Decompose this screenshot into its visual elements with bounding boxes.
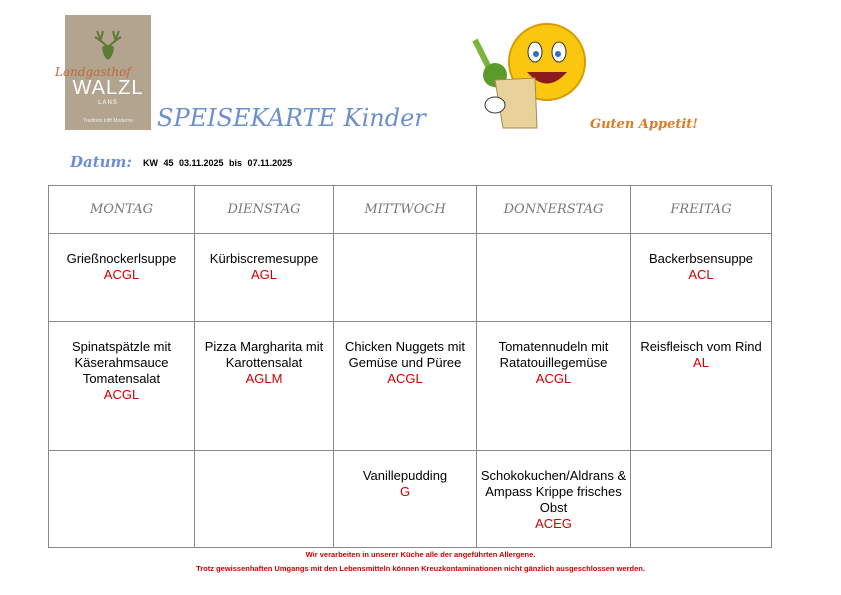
- stag-icon: [93, 27, 123, 61]
- contamination-note: Trotz gewissenhaften Umgangs mit den Lebensmitteln können Kreuzkontaminationen nicht gänzlich ausgeschlossen werden.: [196, 564, 645, 573]
- day-header: DIENSTAG: [195, 186, 334, 234]
- allergen-codes: AGLM: [245, 371, 283, 386]
- dish-name: Kürbiscremesuppe: [209, 251, 319, 266]
- smiley-grocery-icon: [465, 20, 595, 130]
- menu-cell: [334, 234, 477, 322]
- day-header: DONNERSTAG: [477, 186, 631, 234]
- allergen-codes: ACL: [688, 267, 714, 282]
- allergen-codes: AGL: [250, 267, 277, 282]
- menu-cell: [195, 234, 334, 322]
- day-header: FREITAG: [631, 186, 772, 234]
- menu-cell: [49, 322, 195, 451]
- menu-cell: [631, 451, 772, 548]
- allergen-codes: AL: [693, 355, 709, 370]
- day-header: MONTAG: [49, 186, 195, 234]
- dish-name: Tomatennudeln mit Ratatouillegemüse: [498, 339, 609, 370]
- page-title: SPEISEKARTE Kinder: [157, 104, 426, 132]
- allergen-codes: ACEG: [535, 516, 572, 531]
- dessert-row: [49, 451, 772, 548]
- menu-cell: [195, 451, 334, 548]
- dish-name: Chicken Nuggets mit Gemüse und Püree: [345, 339, 465, 370]
- allergen-codes: ACGL: [387, 371, 423, 386]
- allergen-codes: ACGL: [103, 267, 140, 282]
- menu-cell: [631, 234, 772, 322]
- menu-cell: [49, 451, 195, 548]
- menu-cell: [477, 234, 631, 322]
- menu-cell: [195, 322, 334, 451]
- menu-cell: [631, 322, 772, 451]
- dish-name: Pizza Margharita mit Karottensalat: [204, 339, 324, 370]
- dish-name: Spinatspätzle mit Käserahmsauce Tomatensalat: [72, 339, 171, 386]
- menu-cell: [334, 451, 477, 548]
- dish-name: Backerbsensuppe: [648, 251, 754, 266]
- allergen-codes: ACGL: [535, 371, 572, 386]
- logo-place: LANS: [98, 100, 118, 106]
- dish-name: Grießnockerlsuppe: [66, 251, 177, 266]
- menu-cell: [49, 234, 195, 322]
- menu-cell: [477, 322, 631, 451]
- dish-name: Reisfleisch vom Rind: [640, 339, 762, 354]
- logo: [55, 15, 151, 130]
- menu-cell: [334, 322, 477, 451]
- header-row: [49, 186, 772, 234]
- soup-row: [49, 234, 772, 322]
- allergen-codes: ACGL: [103, 387, 140, 402]
- dish-name: Schokokuchen/Aldrans & Ampass Krippe frisches Obst: [480, 468, 627, 515]
- main-row: [49, 322, 772, 451]
- logo-tagline: Tradition trifft Moderne: [82, 118, 134, 124]
- logo-name: WALZL: [72, 77, 144, 99]
- day-header: MITTWOCH: [334, 186, 477, 234]
- date-label: Datum:: [70, 153, 132, 171]
- logo-script: Landgasthof: [55, 65, 131, 79]
- allergen-note: Wir verarbeiten in unserer Küche alle der angeführten Allergene.: [305, 550, 536, 559]
- menu-cell: [477, 451, 631, 548]
- greeting: Guten Appetit!: [590, 117, 698, 132]
- allergen-codes: G: [399, 484, 411, 499]
- menu-table: [48, 185, 772, 548]
- date-value: KW 45 03.11.2025 bis 07.11.2025: [143, 158, 293, 168]
- dish-name: Vanillepudding: [362, 468, 448, 483]
